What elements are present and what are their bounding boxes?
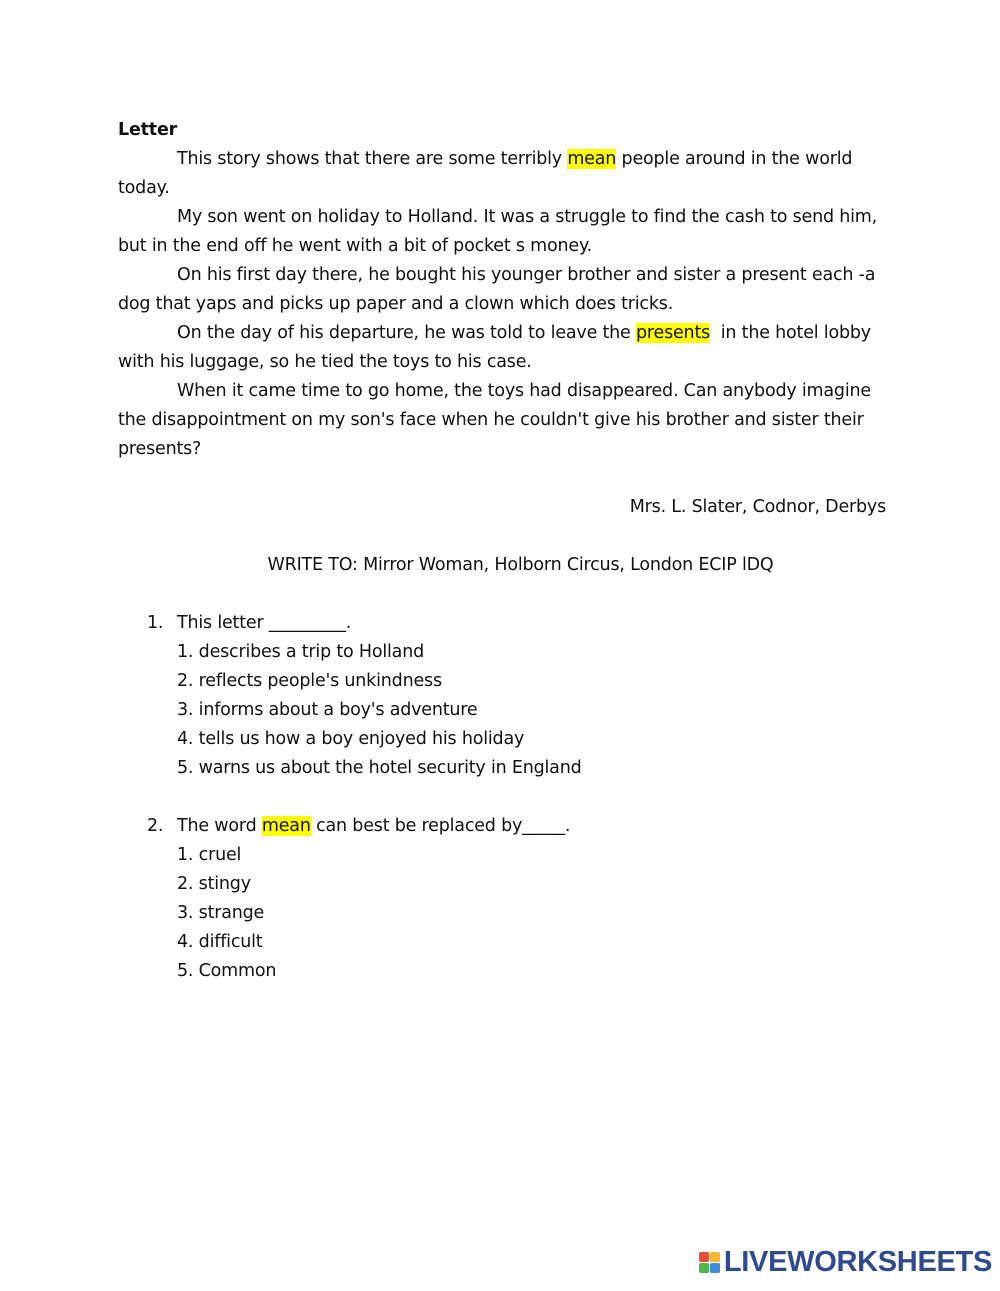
answer-option[interactable]: 5. Common	[177, 961, 277, 981]
answer-option[interactable]: 3. strange	[177, 903, 265, 923]
logo-square	[710, 1263, 720, 1273]
question-number: 2.	[147, 816, 164, 836]
highlight-mean: mean	[261, 816, 311, 836]
letter-content	[118, 116, 886, 986]
letter-paragraph-4: On the day of his departure, he was told to leave the presents in the hotel lobby with his luggage, so he tied the toys to his case.	[118, 323, 877, 372]
question-text: The word mean can best be replaced by_____.	[177, 816, 571, 836]
letter-paragraph-2: My son went on holiday to Holland. It was a struggle to find the cash to send him, but in the end off he went with a bit of pocket s money.	[118, 207, 878, 256]
highlight-mean: mean	[567, 149, 617, 169]
question-2-options	[118, 841, 883, 986]
question-2	[118, 812, 883, 986]
liveworksheets-logo	[699, 1247, 992, 1277]
letter-paragraph-5: When it came time to go home, the toys had disappeared. Can anybody imagine the disappointment on my son's face when he couldn't give his brother and sister their presents?	[118, 381, 871, 459]
answer-option[interactable]: 1. cruel	[177, 845, 242, 865]
highlight-presents: presents	[635, 323, 711, 343]
logo-text: LIVEWORKSHEETS	[723, 1245, 992, 1278]
answer-option[interactable]: 2. stingy	[177, 874, 251, 894]
question-number: 1.	[147, 613, 164, 633]
answer-option[interactable]: 1. describes a trip to Holland	[177, 642, 425, 662]
logo-square	[710, 1252, 720, 1262]
question-text: This letter _________.	[177, 613, 352, 633]
answer-option[interactable]: 4. difficult	[177, 932, 263, 952]
letter-heading: Letter	[118, 120, 178, 140]
logo-square	[699, 1252, 709, 1262]
answer-option[interactable]: 3. informs about a boy's adventure	[177, 700, 478, 720]
question-1	[118, 609, 883, 783]
question-1-options	[118, 638, 883, 783]
question-2-stem	[118, 812, 883, 841]
logo-square	[699, 1263, 709, 1273]
answer-option[interactable]: 5. warns us about the hotel security in England	[177, 758, 582, 778]
answer-option[interactable]: 2. reflects people's unkindness	[177, 671, 442, 691]
letter-signature: Mrs. L. Slater, Codnor, Derbys	[629, 497, 886, 517]
question-1-stem	[118, 609, 883, 638]
letter-paragraph-3: On his first day there, he bought his younger brother and sister a present each -a dog that yaps and picks up paper and a clown which does tricks.	[118, 265, 876, 314]
letter-paragraph-1: This story shows that there are some terribly mean people around in the world today.	[118, 149, 853, 198]
answer-option[interactable]: 4. tells us how a boy enjoyed his holiday	[177, 729, 525, 749]
liveworksheets-logo-icon	[699, 1252, 720, 1273]
write-to-address: WRITE TO: Mirror Woman, Holborn Circus, London ECIP lDQ	[267, 555, 774, 575]
